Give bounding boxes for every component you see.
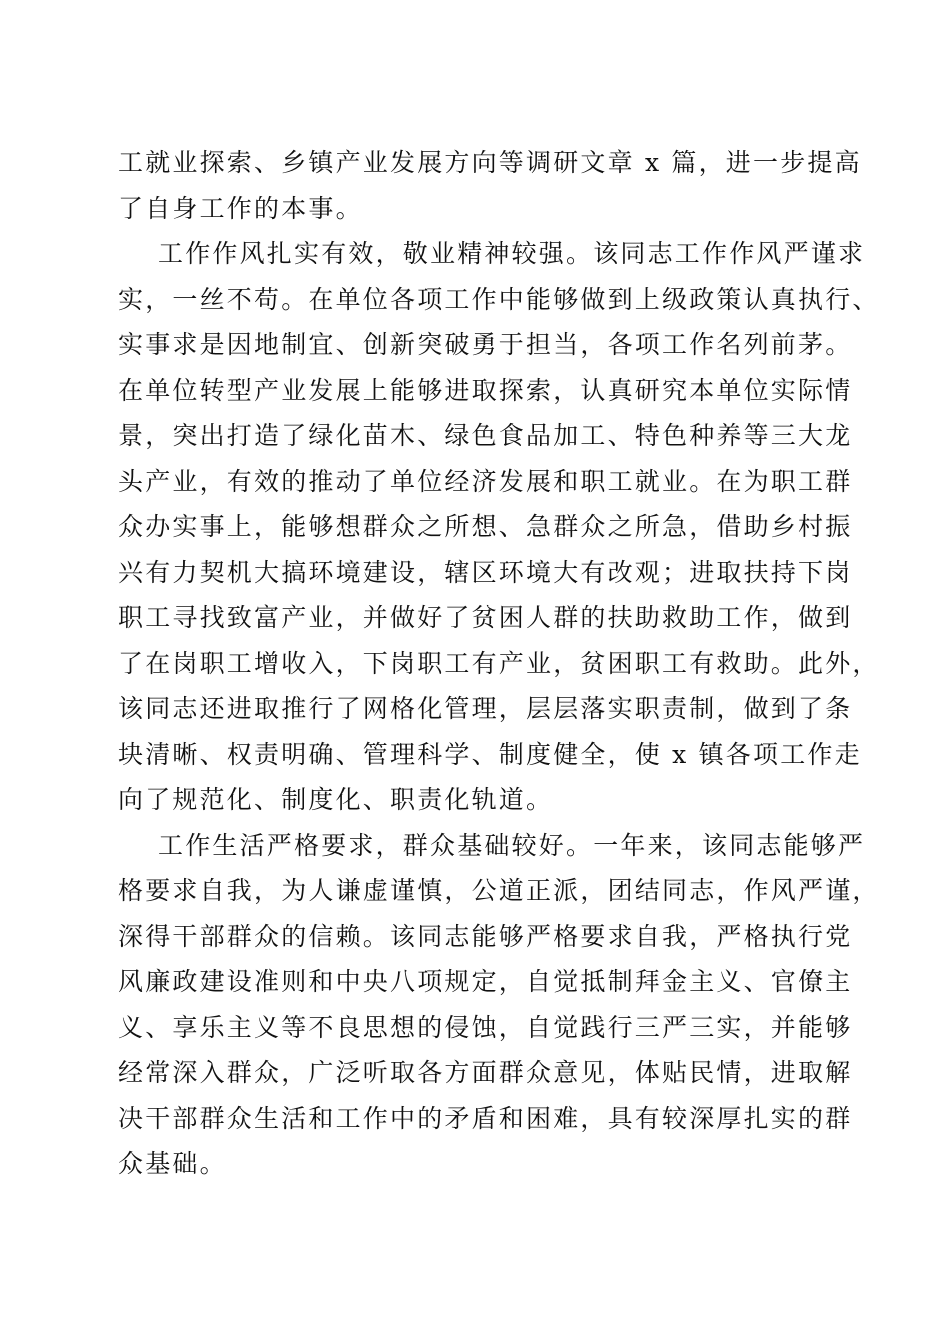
text-line: 经常深入群众，广泛听取各方面群众意见，体贴民情，进取解 — [118, 1058, 853, 1087]
text-line: 头产业，有效的推动了单位经济发展和职工就业。在为职工群 — [118, 466, 853, 496]
text-line: 该同志还进取推行了网格化管理，层层落实职责制，做到了条 — [118, 694, 853, 723]
text-line: 深得干部群众的信赖。该同志能够严格要求自我，严格执行党 — [118, 921, 853, 951]
text-line: 实事求是因地制宜、创新突破勇于担当，各项工作名列前茅。 — [118, 330, 853, 359]
text-line: 了自身工作的本事。 — [118, 193, 363, 223]
text-line: 工作作风扎实有效，敬业精神较强。该同志工作作风严谨求 — [158, 239, 866, 268]
paragraph-2 — [118, 231, 880, 823]
document-body — [118, 140, 880, 1187]
text-line: 向了规范化、制度化、职责化轨道。 — [118, 785, 554, 814]
text-line: 格要求自我，为人谦虚谨慎，公道正派，团结同志，作风严谨， — [118, 876, 880, 905]
paragraph-3 — [118, 823, 880, 1187]
text-line: 实，一丝不苟。在单位各项工作中能够做到上级政策认真执行、 — [118, 284, 880, 314]
text-line: 了在岗职工增收入，下岗职工有产业，贫困职工有救助。此外， — [118, 648, 880, 678]
text-line: 块清晰、权责明确、管理科学、制度健全，使 x 镇各项工作走 — [118, 739, 862, 769]
text-line: 决干部群众生活和工作中的矛盾和困难，具有较深厚扎实的群 — [118, 1103, 853, 1133]
text-line: 工作生活严格要求，群众基础较好。一年来，该同志能够严 — [158, 830, 866, 860]
text-line: 工就业探索、乡镇产业发展方向等调研文章 x 篇，进一步提高 — [118, 148, 862, 177]
text-line: 众基础。 — [118, 1149, 227, 1178]
text-line: 职工寻找致富产业，并做好了贫困人群的扶助救助工作，做到 — [118, 603, 853, 632]
paragraph-1 — [118, 140, 862, 231]
text-line: 风廉政建设准则和中央八项规定，自觉抵制拜金主义、官僚主 — [118, 967, 853, 996]
text-line: 景，突出打造了绿化苗木、绿色食品加工、特色种养等三大龙 — [118, 421, 853, 450]
text-line: 义、享乐主义等不良思想的侵蚀，自觉践行三严三实，并能够 — [118, 1012, 853, 1042]
text-line: 兴有力契机大搞环境建设，辖区环境大有改观；进取扶持下岗 — [118, 557, 853, 587]
text-line: 众办实事上，能够想群众之所想、急群众之所急，借助乡村振 — [118, 512, 853, 541]
text-line: 在单位转型产业发展上能够进取探索，认真研究本单位实际情 — [118, 375, 853, 405]
